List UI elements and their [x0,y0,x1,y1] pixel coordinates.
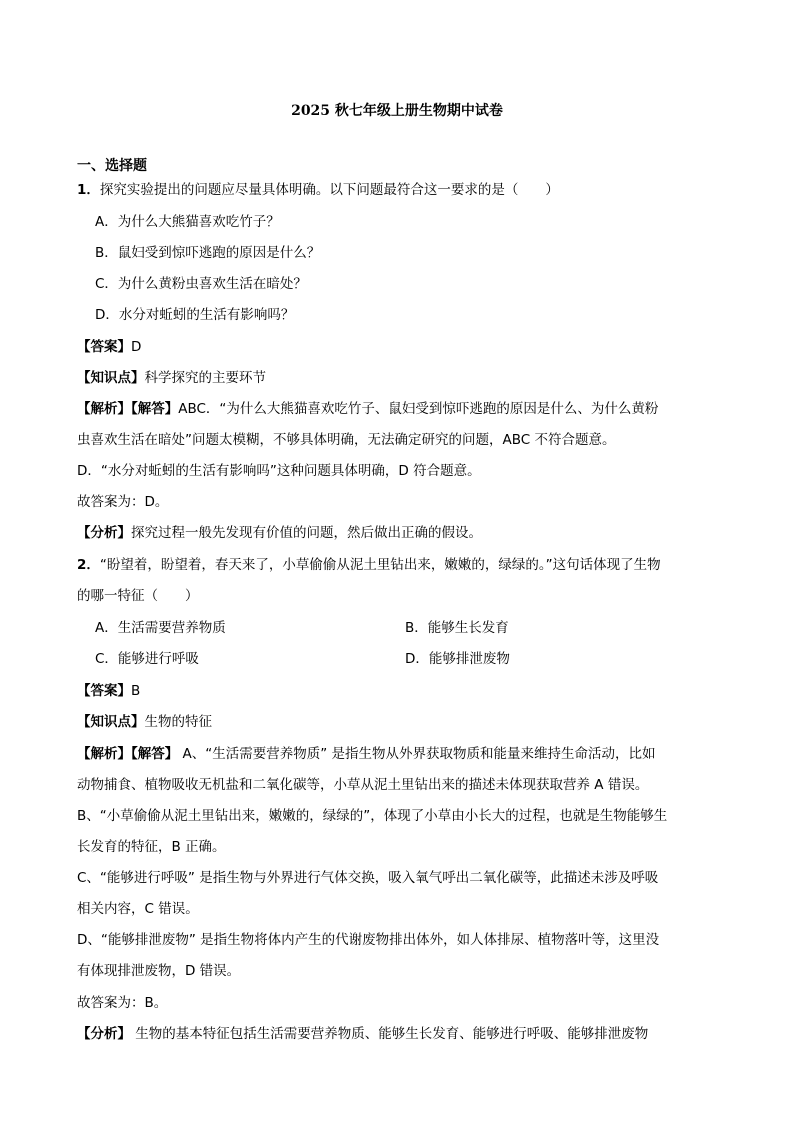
q1-answer [77,337,141,357]
q2-analysis-a-line-2: 动物捕食、植物吸收无机盐和二氧化碳等，小草从泥土里钻出来的描述未体现获取营养 A 错误。 [77,777,649,793]
q2-option-d: D．能够排泄废物 [405,651,510,667]
q1-option-d: D．水分对蚯蚓的生活有影响吗？ [95,307,295,323]
q2-answer [77,681,140,701]
kp-tag: 【知识点】 [77,714,145,730]
analysis-tag: 【解析】 [77,746,131,762]
summary-text: 生物的基本特征包括生活需要营养物质、能够生长发育、能够进行呼吸、能够排泄废物 [131,1026,649,1042]
summary-tag: 【分析】 [77,525,131,541]
question-2-stem-line-2: 的哪一特征（ ） [77,588,199,604]
kp-value: 科学探究的主要环节 [144,370,266,386]
q1-option-a: A．为什么大熊猫喜欢吃竹子？ [95,214,280,230]
question-number: 2． [77,557,100,573]
stem-text: 探究实验提出的问题应尽量具体明确。以下问题最符合这一要求的是（ ） [99,182,559,198]
analysis-text: ABC．“为什么大熊猫喜欢吃竹子、鼠妇受到惊吓逃跑的原因是什么、为什么黄粉 [178,401,659,417]
q2-analysis-b-line-2: 长发育的特征，B 正确。 [77,839,226,855]
analysis-text: A、“生活需要营养物质” 是指生物从外界获取物质和能量来维持生命活动，比如 [178,746,656,762]
q1-summary [77,523,482,543]
summary-text: 探究过程一般先发现有价值的问题，然后做出正确的假设。 [131,525,482,541]
q2-option-b: B．能够生长发育 [405,620,509,636]
q2-option-a: A．生活需要营养物质 [95,620,226,636]
answer-tag: 【答案】 [77,339,131,355]
page-title: 2025 秋七年级上册生物期中试卷 [291,103,503,119]
kp-tag: 【知识点】 [77,370,145,386]
q2-conclusion: 故答案为：B。 [77,995,168,1011]
q2-analysis-c-line-1: C、“能够进行呼吸” 是指生物与外界进行气体交换，吸入氧气呼出二氧化碳等，此描述未涉及呼吸 [77,870,659,886]
q2-analysis-b-line-1: B、“小草偷偷从泥土里钻出来，嫩嫩的，绿绿的”，体现了小草由小长大的过程，也就是生物能够生 [77,808,668,824]
q1-analysis-line-2: 虫喜欢生活在暗处”问题太模糊，不够具体明确，无法确定研究的问题，ABC 不符合题意。 [77,432,616,448]
q1-conclusion: 故答案为：D。 [77,494,169,510]
q2-analysis-d-line-1: D、“能够排泄废物” 是指生物将体内产生的代谢废物排出体外，如人体排尿、植物落叶等，这里没 [77,932,660,948]
q2-analysis-d-line-2: 有体现排泄废物，D 错误。 [77,963,241,979]
question-1-stem [77,180,559,200]
solve-tag: 【解答】 [131,401,179,417]
q1-knowledge-point [77,368,266,388]
section-heading: 一、选择题 [77,158,147,174]
q1-analysis-line-3: D．“水分对蚯蚓的生活有影响吗”这种问题具体明确，D 符合题意。 [77,463,481,479]
q2-option-c: C．能够进行呼吸 [95,651,199,667]
q2-summary [77,1024,648,1044]
kp-value: 生物的特征 [144,714,212,730]
q1-option-c: C．为什么黄粉虫喜欢生活在暗处？ [95,276,307,292]
summary-tag: 【分析】 [77,1026,131,1042]
q2-analysis-c-line-2: 相关内容，C 错误。 [77,901,199,917]
analysis-tag: 【解析】 [77,401,131,417]
q2-analysis-a-line-1 [77,744,656,764]
q2-knowledge-point [77,712,212,732]
solve-tag: 【解答】 [131,746,179,762]
answer-tag: 【答案】 [77,683,131,699]
question-number: 1． [77,182,100,198]
stem-text: “盼望着，盼望着，春天来了，小草偷偷从泥土里钻出来，嫩嫩的，绿绿的。”这句话体现了生物 [99,557,661,573]
q1-analysis-line-1 [77,399,658,419]
answer-value: B [131,683,141,699]
answer-value: D [131,339,142,355]
question-2-stem-line-1 [77,555,661,575]
q1-option-b: B．鼠妇受到惊吓逃跑的原因是什么？ [95,245,321,261]
